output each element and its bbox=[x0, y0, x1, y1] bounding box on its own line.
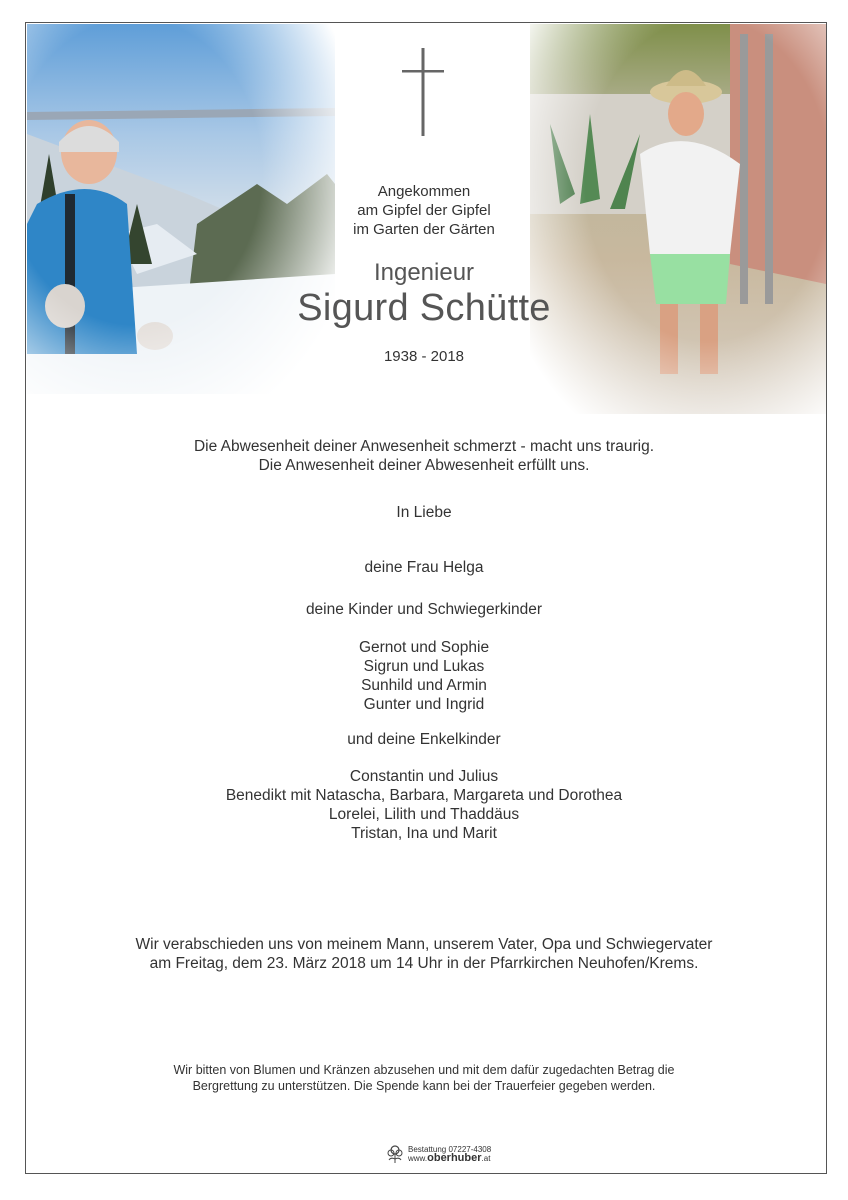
list-item: Benedikt mit Natascha, Barbara, Margareta und Dorothea bbox=[225, 787, 623, 804]
farewell-line: am Freitag, dem 23. März 2018 um 14 Uhr in der Pfarrkirchen Neuhofen/Krems. bbox=[149, 955, 699, 972]
children-heading: deine Kinder und Schwiegerkinder bbox=[305, 601, 543, 618]
list-item: Gernot und Sophie bbox=[358, 639, 490, 656]
farewell-line: Wir verabschieden uns von meinem Mann, unserem Vater, Opa und Schwiegervater bbox=[135, 936, 713, 953]
motto bbox=[0, 182, 848, 239]
list-item: Constantin und Julius bbox=[349, 768, 499, 785]
list-item: Gunter und Ingrid bbox=[363, 696, 485, 713]
list-item: Tristan, Ina und Marit bbox=[351, 825, 497, 842]
flower-icon bbox=[386, 1144, 404, 1164]
deceased-title: Ingenieur bbox=[373, 259, 475, 286]
logo-brand: oberhuber bbox=[427, 1152, 482, 1164]
deceased-name: Sigurd Schütte bbox=[297, 287, 551, 329]
motto-line: am Gipfel der Gipfel bbox=[357, 202, 491, 219]
list-item: Sunhild und Armin bbox=[361, 677, 487, 694]
cross-icon bbox=[402, 48, 444, 138]
grandchildren-list bbox=[0, 767, 848, 843]
quote-line: Die Abwesenheit deiner Anwesenheit schmerzt - macht uns traurig. bbox=[193, 438, 655, 455]
life-dates: 1938 - 2018 bbox=[383, 348, 465, 365]
grandchildren-heading: und deine Enkelkinder bbox=[347, 731, 501, 748]
quote bbox=[0, 437, 848, 475]
donation-request bbox=[0, 1062, 848, 1094]
list-item: Sigrun und Lukas bbox=[363, 658, 485, 675]
quote-line: Die Anwesenheit deiner Abwesenheit erfüllt uns. bbox=[258, 457, 590, 474]
farewell-text bbox=[0, 935, 848, 973]
logo-line1: Bestattung 07227-4308 bbox=[408, 1145, 492, 1154]
request-line: Wir bitten von Blumen und Kränzen abzusehen und mit dem dafür zugedachten Betrag die bbox=[173, 1063, 675, 1077]
wife-line: deine Frau Helga bbox=[364, 559, 484, 576]
request-line: Bergrettung zu unterstützen. Die Spende kann bei der Trauerfeier gegeben werden. bbox=[192, 1079, 656, 1093]
children-list bbox=[0, 638, 848, 714]
funeral-home-logo bbox=[386, 1142, 491, 1166]
in-liebe: In Liebe bbox=[396, 504, 452, 521]
list-item: Lorelei, Lilith und Thaddäus bbox=[328, 806, 520, 823]
logo-suffix: .at bbox=[481, 1154, 491, 1163]
motto-line: im Garten der Gärten bbox=[353, 221, 495, 238]
motto-line: Angekommen bbox=[377, 183, 471, 200]
logo-prefix: www. bbox=[408, 1154, 428, 1163]
